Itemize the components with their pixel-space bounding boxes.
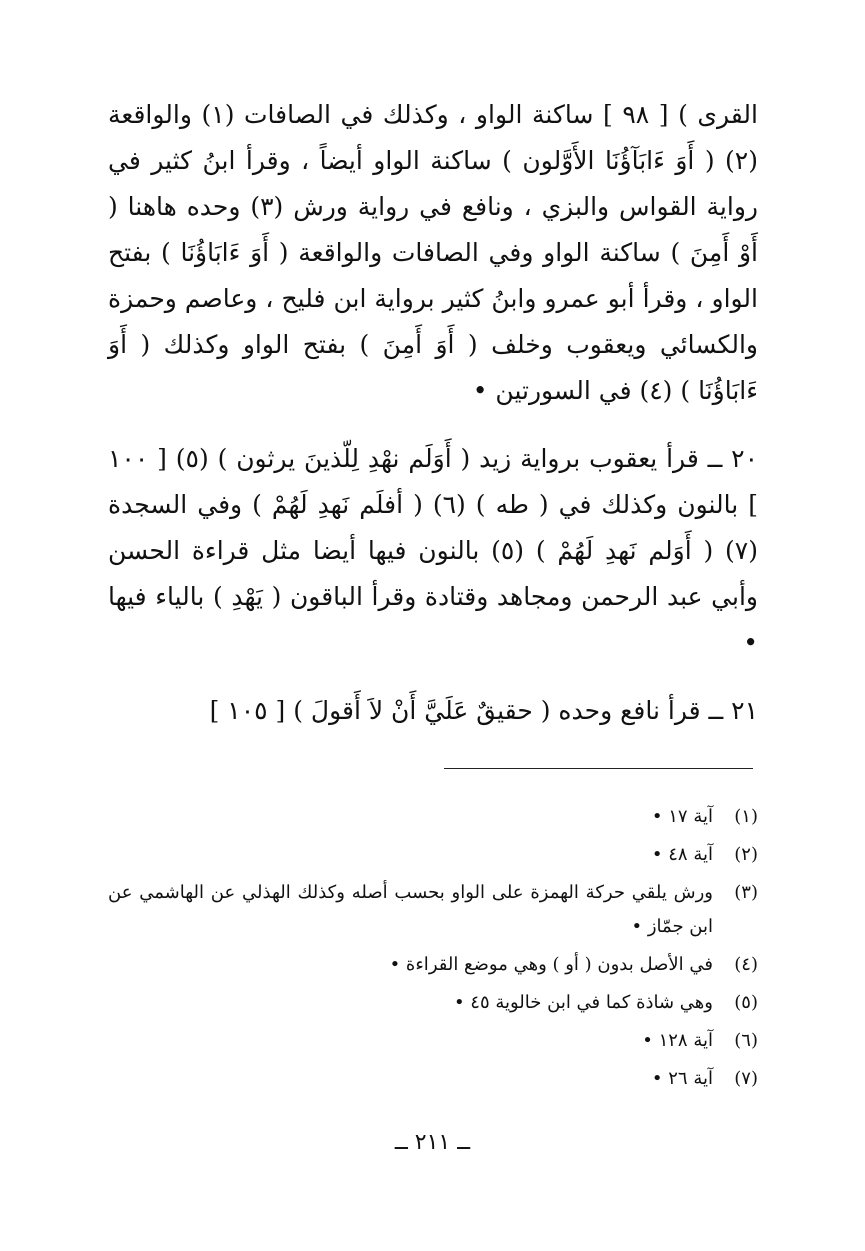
footnote-7 [108,1062,758,1096]
main-text [108,92,758,756]
footnote-text: ورش يلقي حركة الهمزة على الواو بحسب أصله وكذلك الهذلي عن الهاشمي عن ابن جمّاز • [108,882,713,937]
paragraph-1: القرى ) [ ٩٨ ] ساكنة الواو ، وكذلك في الصافات (١) والواقعة (٢) ( أَوَ ءَابَآؤُنَا الأَوَّلون ) ساكنة الواو أيضاً ، وقرأ ابنُ كثير في رواية القواس والبزي ، ونافع في رواية ورش (٣) وحده هاهنا ( أَوْ أَمِنَ ) ساكنة الواو وفي الصافات والواقعة ( أَوَ ءَابَاؤُنَا ) بفتح الواو ، وقرأ أبو عمرو وابنُ كثير برواية ابن فليح ، وعاصم وحمزة والكسائي ويعقوب وخلف ( أَوَ أَمِنَ ) بفتح الواو وكذلك ( أَوَ ءَابَاؤُنَا ) (٤) في السورتين • [108,100,758,405]
footnote-number: (٢) [734,844,758,865]
footnote-number: (١) [734,806,758,827]
footnote-5 [108,986,758,1020]
footnote-divider [444,768,753,769]
footnote-text: في الأصل بدون ( أو ) وهي موضع القراءة • [389,954,713,975]
footnote-6 [108,1024,758,1058]
footnote-number: (٧) [734,1068,758,1089]
page-number: ــ ٢١١ ــ [394,1130,471,1155]
footnote-number: (٣) [734,882,758,903]
footnote-2 [108,838,758,872]
footnote-text: آية ١٧ • [651,806,713,827]
footnote-number: (٥) [734,992,758,1013]
footnote-text: آية ٢٦ • [651,1068,713,1089]
footnote-text: آية ١٢٨ • [642,1030,713,1051]
footnotes [108,800,758,1100]
footnote-3 [108,876,758,944]
footnote-text: وهي شاذة كما في ابن خالوية ٤٥ • [453,992,713,1013]
paragraph-2: ٢٠ ــ قرأ يعقوب برواية زيد ( أَوَلَم نهْدِ لِلّذينَ يرثون ) (٥) [ ١٠٠ ] بالنون وكذلك في ( طه ) (٦) ( أفلَم نَهدِ لَهُمْ ) وفي السجدة (٧) ( أَوَلم نَهدِ لَهُمْ ) (٥) بالنون فيها أيضا مثل قراءة الحسن وأبي عبد الرحمن ومجاهد وقتادة وقرأ الباقون ( يَهْدِ ) بالياء فيها • [108,444,759,657]
footnote-text: آية ٤٨ • [651,844,713,865]
footnote-1 [108,800,758,834]
footnote-4 [108,948,758,982]
footnote-number: (٤) [734,954,758,975]
paragraph-3: ٢١ ــ قرأ نافع وحده ( حقيقٌ عَلَيَّ أَنْ لاَ أَقولَ ) [ ١٠٥ ] [209,696,758,725]
footnote-number: (٦) [734,1030,758,1051]
